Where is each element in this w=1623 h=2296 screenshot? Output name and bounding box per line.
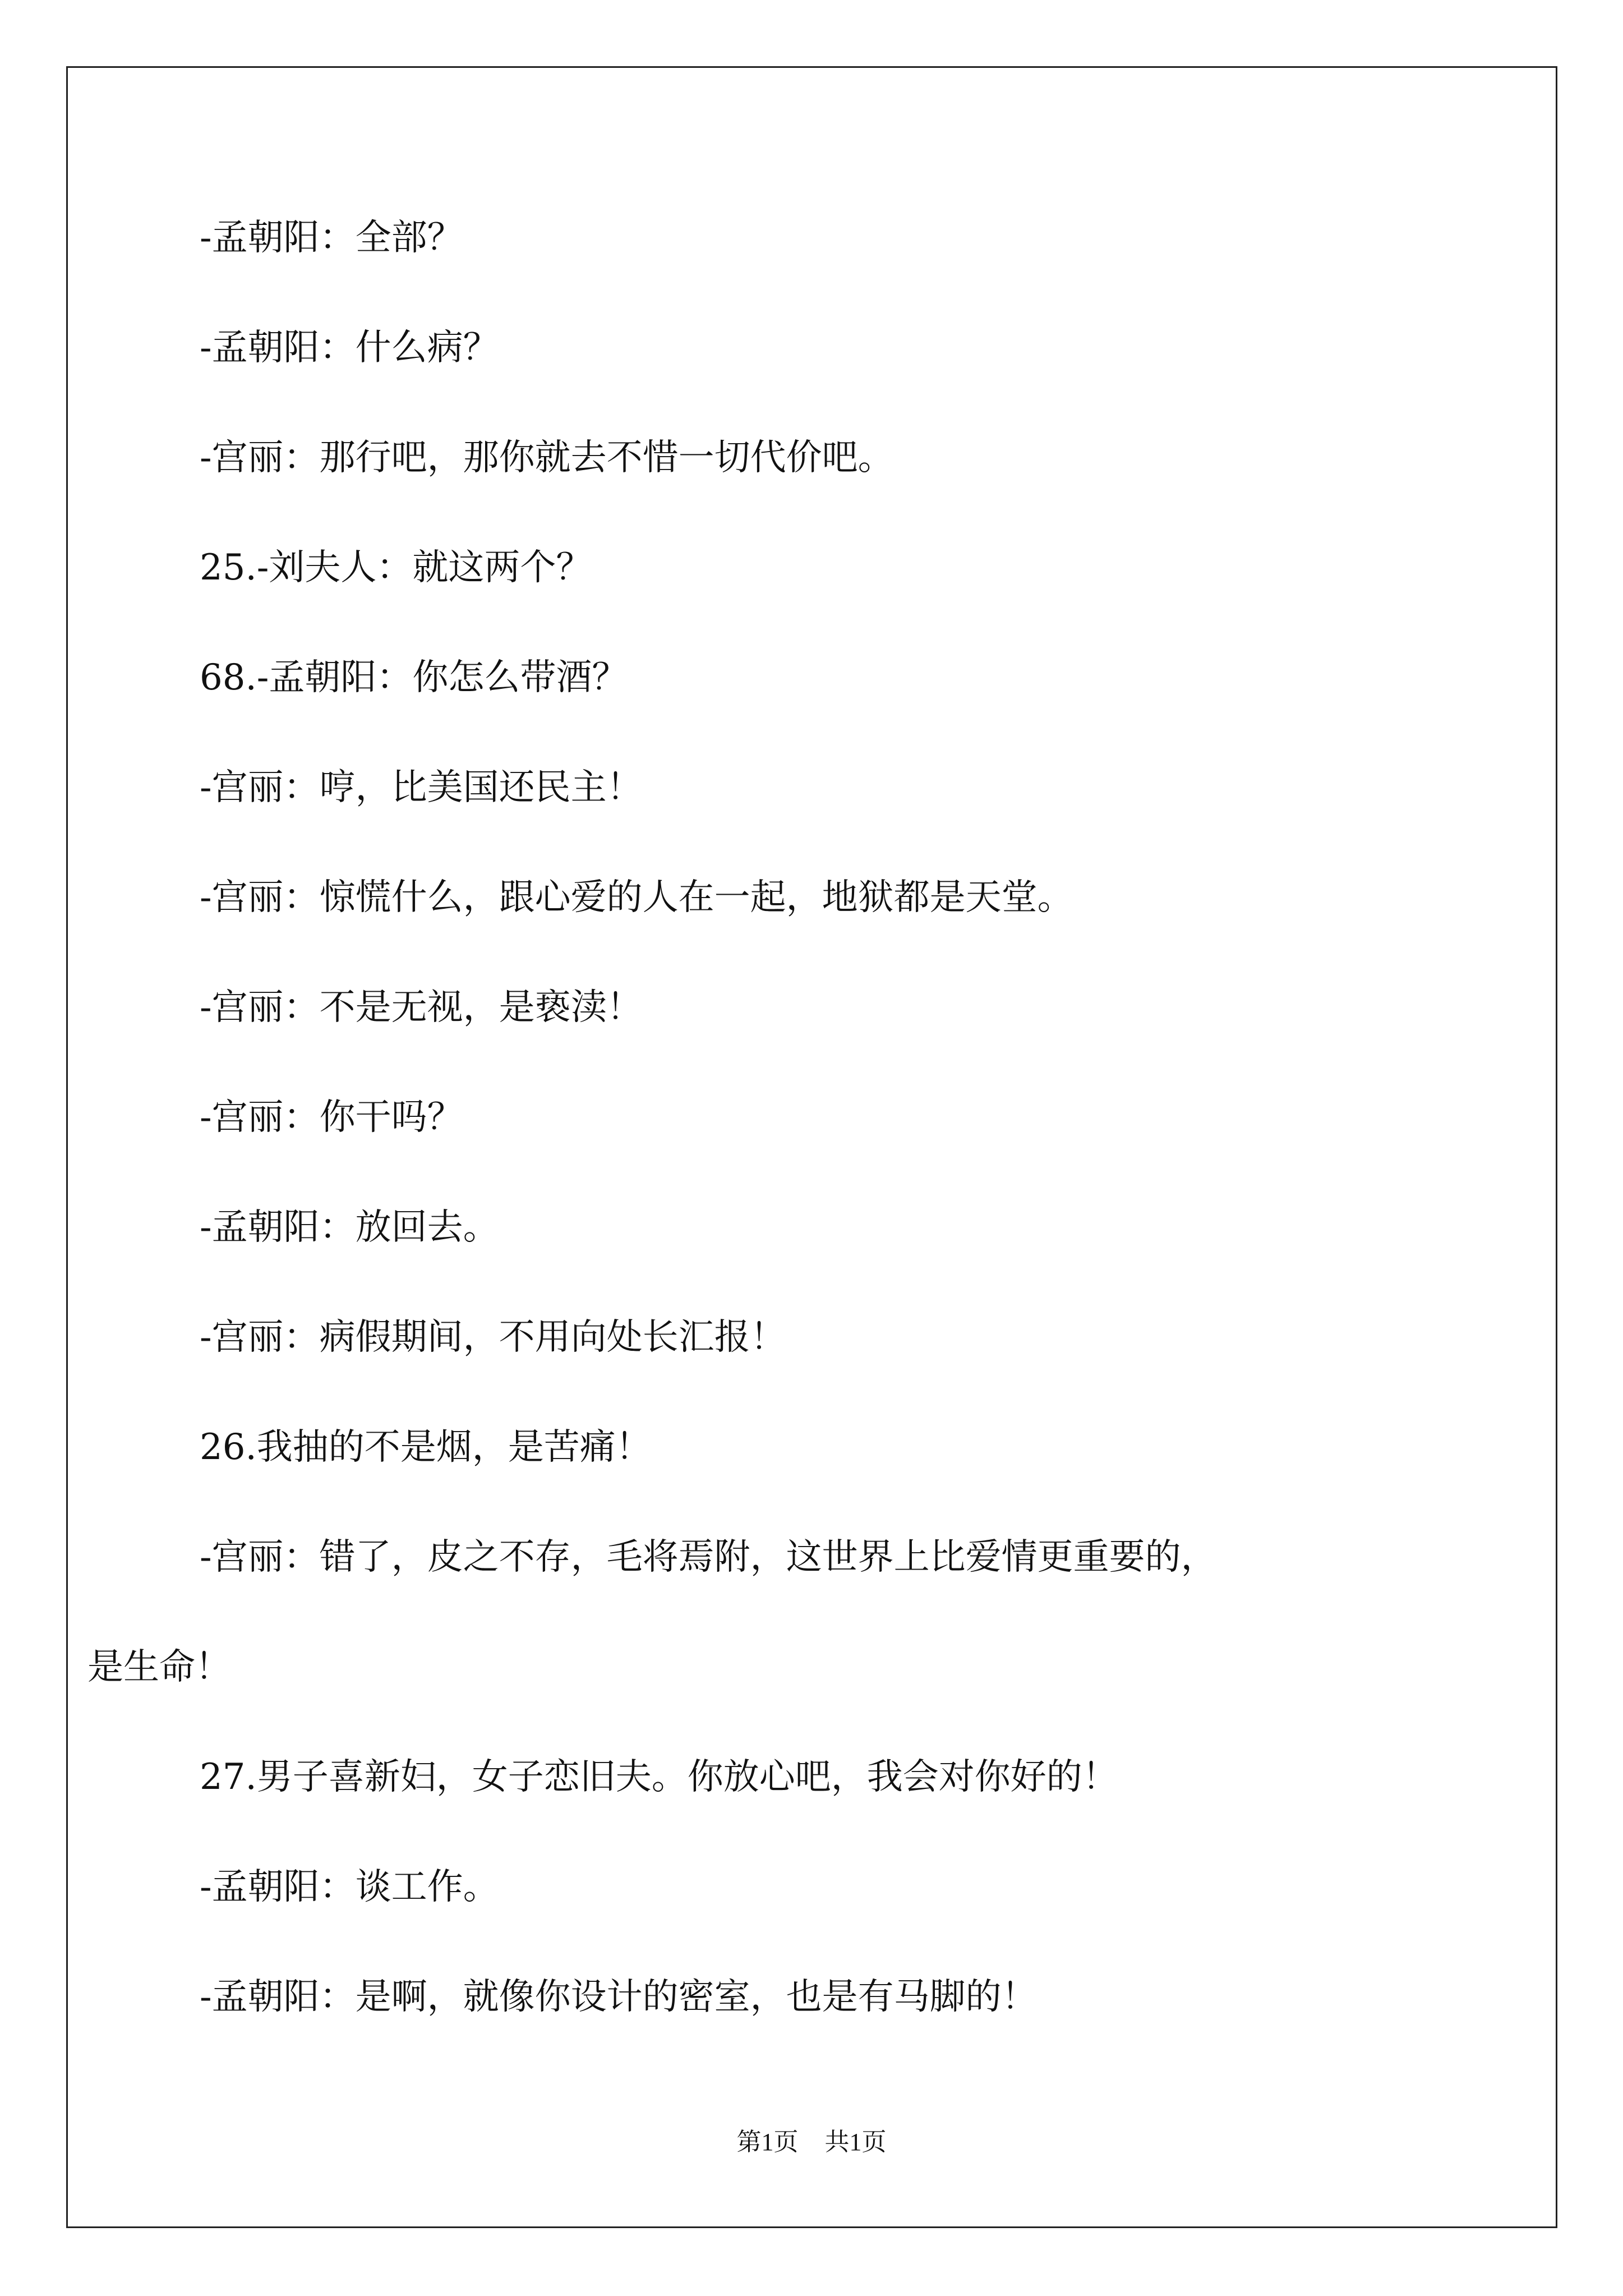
- text-line-wrapped-first: -宫丽：错了，皮之不存，毛将焉附，这世界上比爱情更重要的，: [200, 1536, 1217, 1578]
- text-line: -宫丽：你干吗？: [200, 1097, 463, 1138]
- text-line: -孟朝阳：放回去。: [200, 1207, 499, 1248]
- text-line: -宫丽：那行吧，那你就去不惜一切代价吧。: [200, 437, 894, 478]
- page-number: 第1页: [736, 2128, 799, 2156]
- text-line: -孟朝阳：谈工作。: [200, 1866, 499, 1908]
- text-line: -孟朝阳：什么病？: [200, 327, 499, 369]
- text-line: 27.男子喜新妇，女子恋旧夫。你放心吧，我会对你好的！: [200, 1756, 1118, 1798]
- text-line: -宫丽：哼，比美国还民主！: [200, 767, 643, 808]
- text-line: -孟朝阳：全部？: [200, 217, 463, 259]
- text-line: -宫丽：不是无视，是亵渎！: [200, 987, 643, 1028]
- text-line: -宫丽：惊慌什么，跟心爱的人在一起，地狱都是天堂。: [200, 877, 1073, 918]
- text-line: -宫丽：病假期间，不用向处长汇报！: [200, 1317, 786, 1358]
- text-line: 25.-刘夫人：就这两个？: [200, 547, 592, 588]
- text-line: -孟朝阳：是啊，就像你设计的密室，也是有马脚的！: [200, 1976, 1038, 2018]
- page-footer: [0, 2122, 1623, 2157]
- text-line-wrapped-cont: 是生命！: [87, 1646, 231, 1688]
- text-line: 26.我抽的不是烟，是苦痛！: [200, 1427, 652, 1468]
- text-line: 68.-孟朝阳：你怎么带酒？: [200, 657, 628, 698]
- page-total: 共1页: [824, 2128, 887, 2156]
